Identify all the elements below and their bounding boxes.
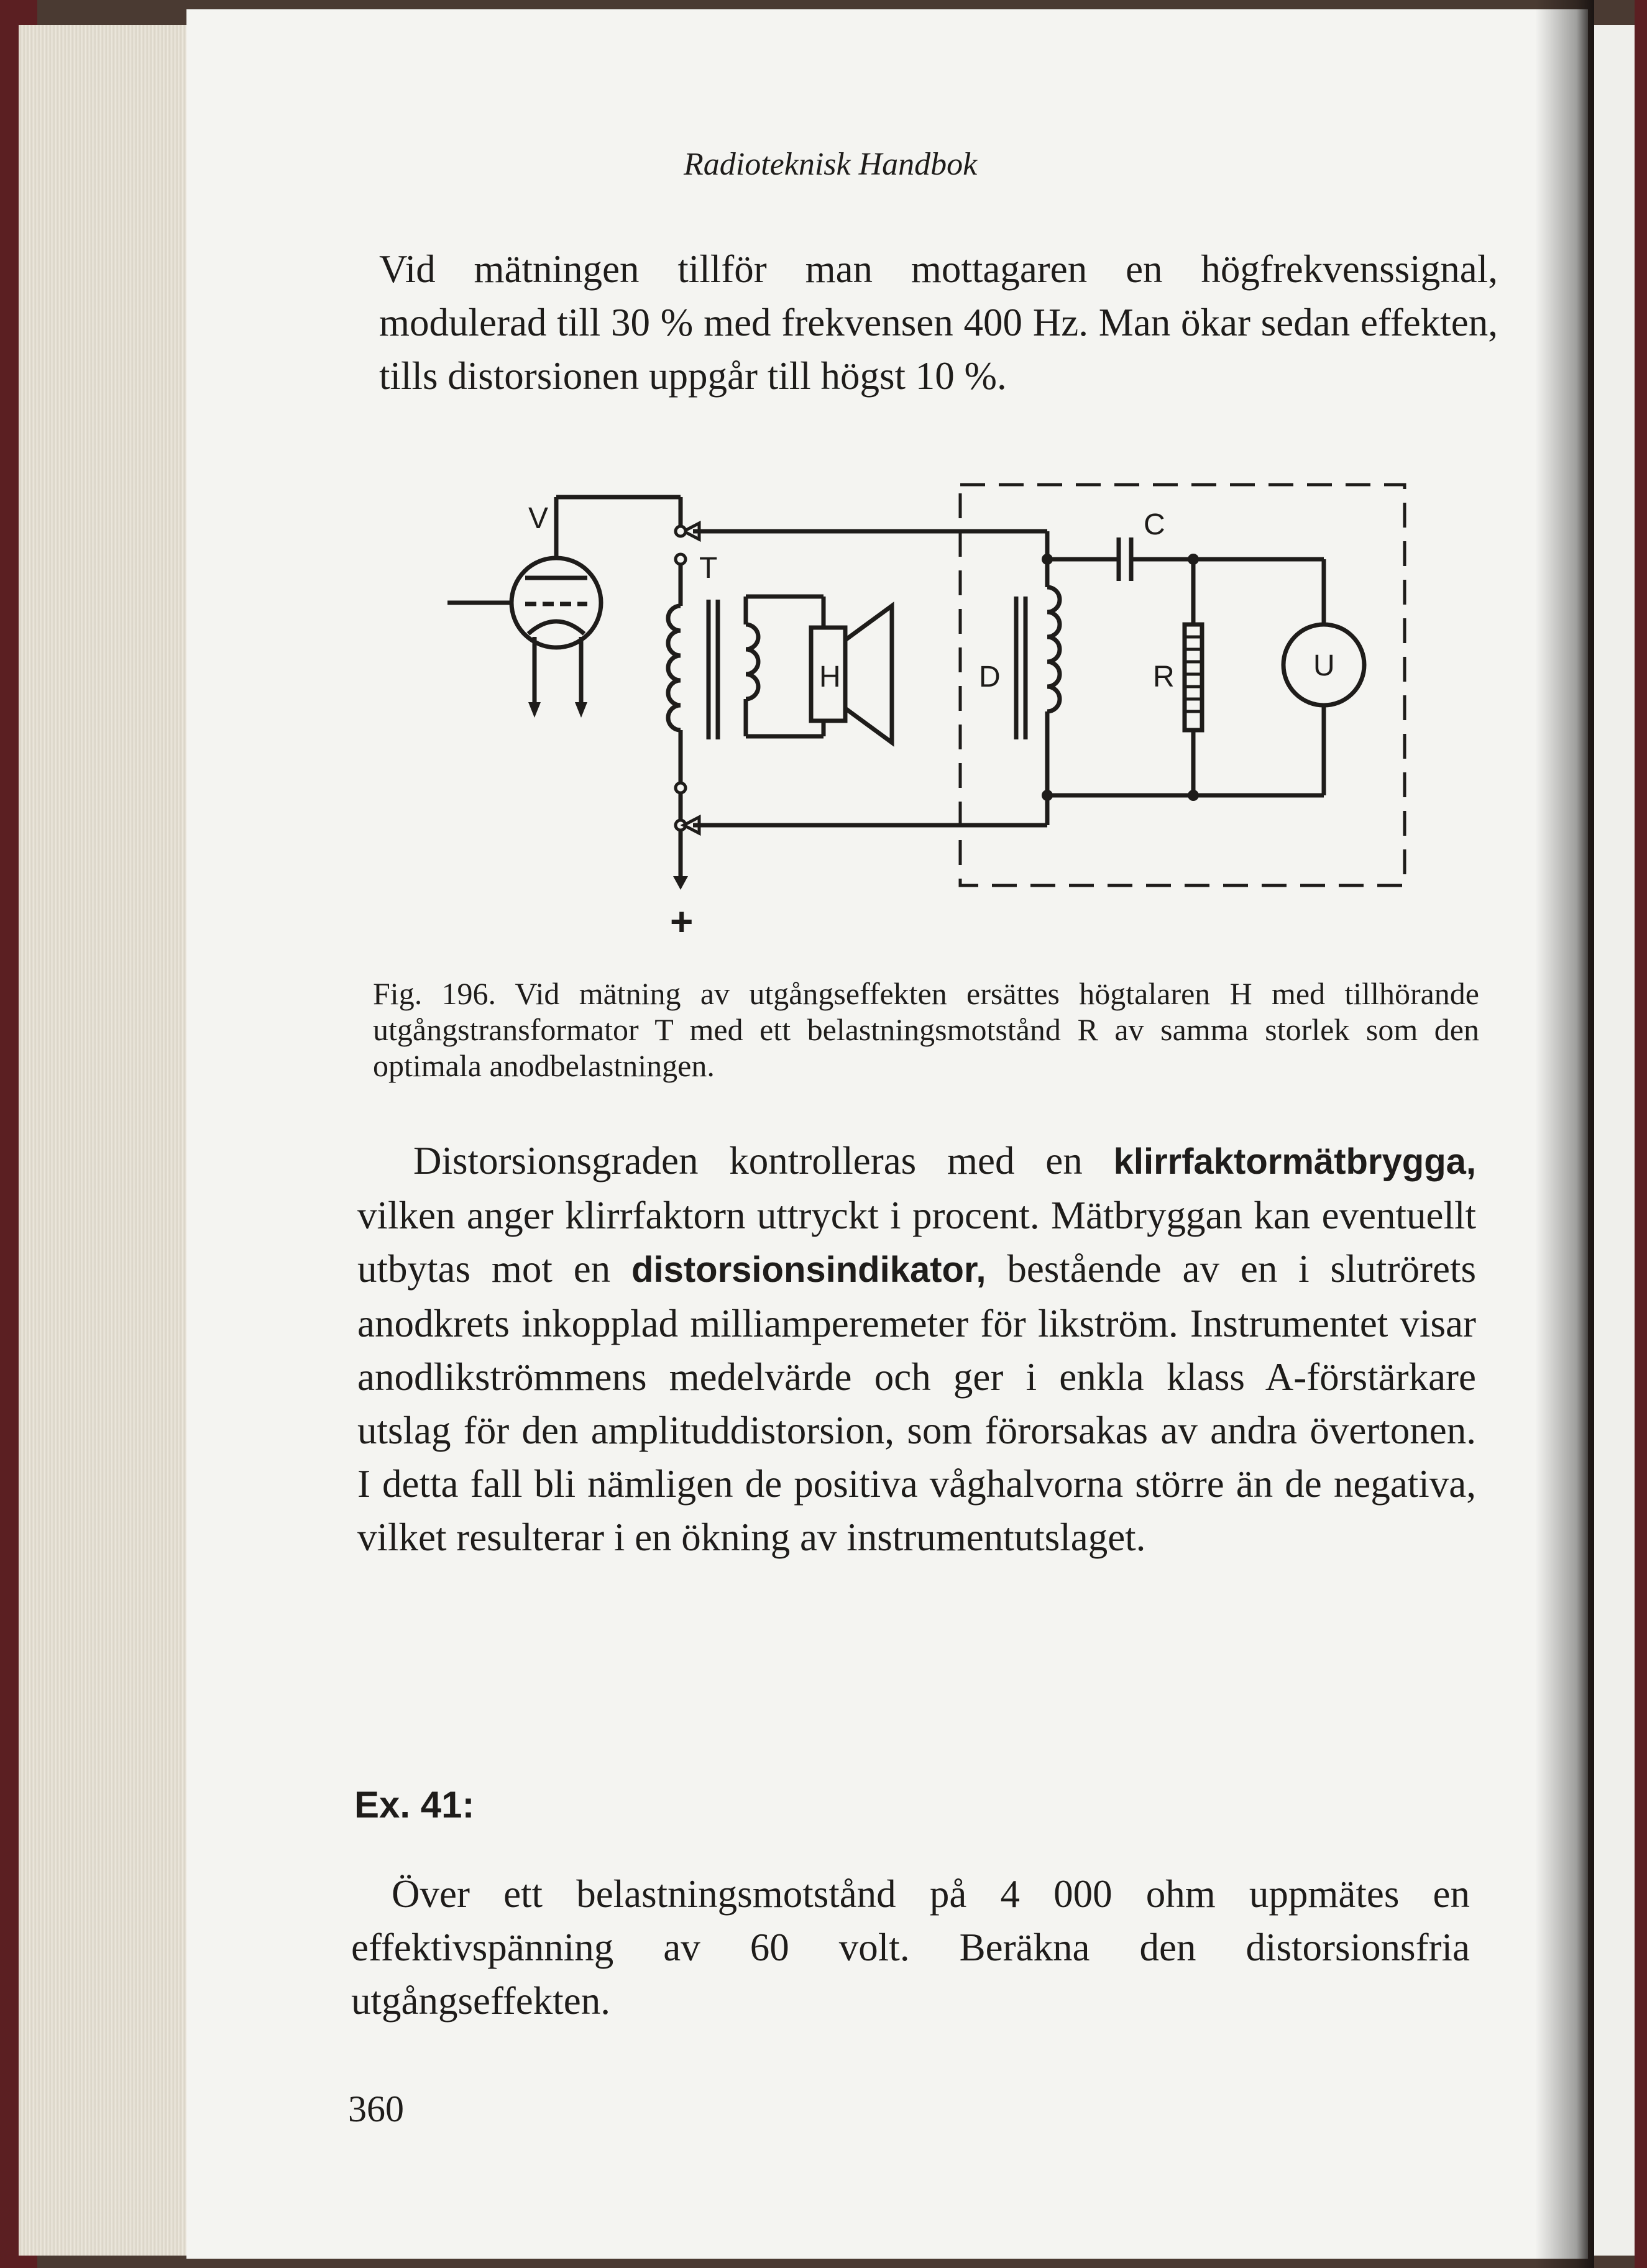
circuit-diagram xyxy=(435,472,1429,957)
running-head: Radioteknisk Handbok xyxy=(684,147,978,182)
label-tube: V xyxy=(528,502,549,535)
page-edges xyxy=(19,25,193,2256)
paragraph-distortion-text-3: bestående av en i slutrörets anodkrets inkopplad milliamperemeter för likström. Instrumentet visar anodlikströmmens medelvärde och ger i enkla klass A-förstärkare utslag för den amplituddistorsion, som förorsakas av andra övertonen. I detta fall bli nämligen de positiva våghalvorna större än de negativa, vilket resulterar i en ökning av instrumentutslaget. xyxy=(357,1247,1477,1559)
label-transformer: T xyxy=(699,552,718,585)
label-supply: + xyxy=(670,899,694,944)
label-capacitor: C xyxy=(1144,508,1165,541)
paragraph-example: Över ett belastningsmotstånd på 4 000 ohm uppmätes en effektivspänning av 60 volt. Beräkna den distorsionsfria utgångseffekten. xyxy=(351,1872,1470,2023)
example-heading: Ex. 41: xyxy=(354,1784,475,1826)
figure-caption: Fig. 196. Vid mätning av utgångseffekten ersättes högtalaren H med tillhörande utgångstransformator T med ett belastningsmotstånd R av samma storlek som den optimala anodbelastningen. xyxy=(373,976,1479,1083)
book-gutter xyxy=(1535,0,1594,2268)
label-meter: U xyxy=(1313,649,1335,682)
label-choke: D xyxy=(979,661,1001,693)
book-cover-right xyxy=(1635,0,1647,2268)
choke-d-symbol xyxy=(1016,531,1060,825)
circuit-svg xyxy=(435,472,1429,957)
capacitor-c-symbol xyxy=(1047,537,1324,581)
transformer-t-symbol xyxy=(668,554,823,793)
tube-v-symbol xyxy=(447,497,681,718)
page-number: 360 xyxy=(348,2088,404,2129)
paragraph-intro xyxy=(379,242,1498,403)
label-resistor: R xyxy=(1153,661,1175,693)
paragraph-distortion xyxy=(357,1134,1476,1564)
paragraph-distortion-text-2: vilken anger klirrfaktorn uttryckt i procent. Mätbryggan kan eventuellt utbytas mot en xyxy=(357,1194,1476,1291)
term-klirrfaktormatbrygga: klirrfaktormätbrygga, xyxy=(1113,1141,1476,1182)
resistor-r-symbol xyxy=(1047,559,1324,801)
paragraph-intro-text: Vid mätningen tillför man mottagaren en högfrekvenssignal, modulerad till 30 % med frekvensen 400 Hz. Man ökar sedan effekten, tills distorsionen uppgår till högst 10 %. xyxy=(379,247,1498,398)
term-distorsionsindikator: distorsionsindikator, xyxy=(631,1250,986,1290)
paragraph-distortion-text-1: Distorsionsgraden kontrolleras med en xyxy=(413,1139,1114,1182)
label-speaker: H xyxy=(819,661,841,693)
